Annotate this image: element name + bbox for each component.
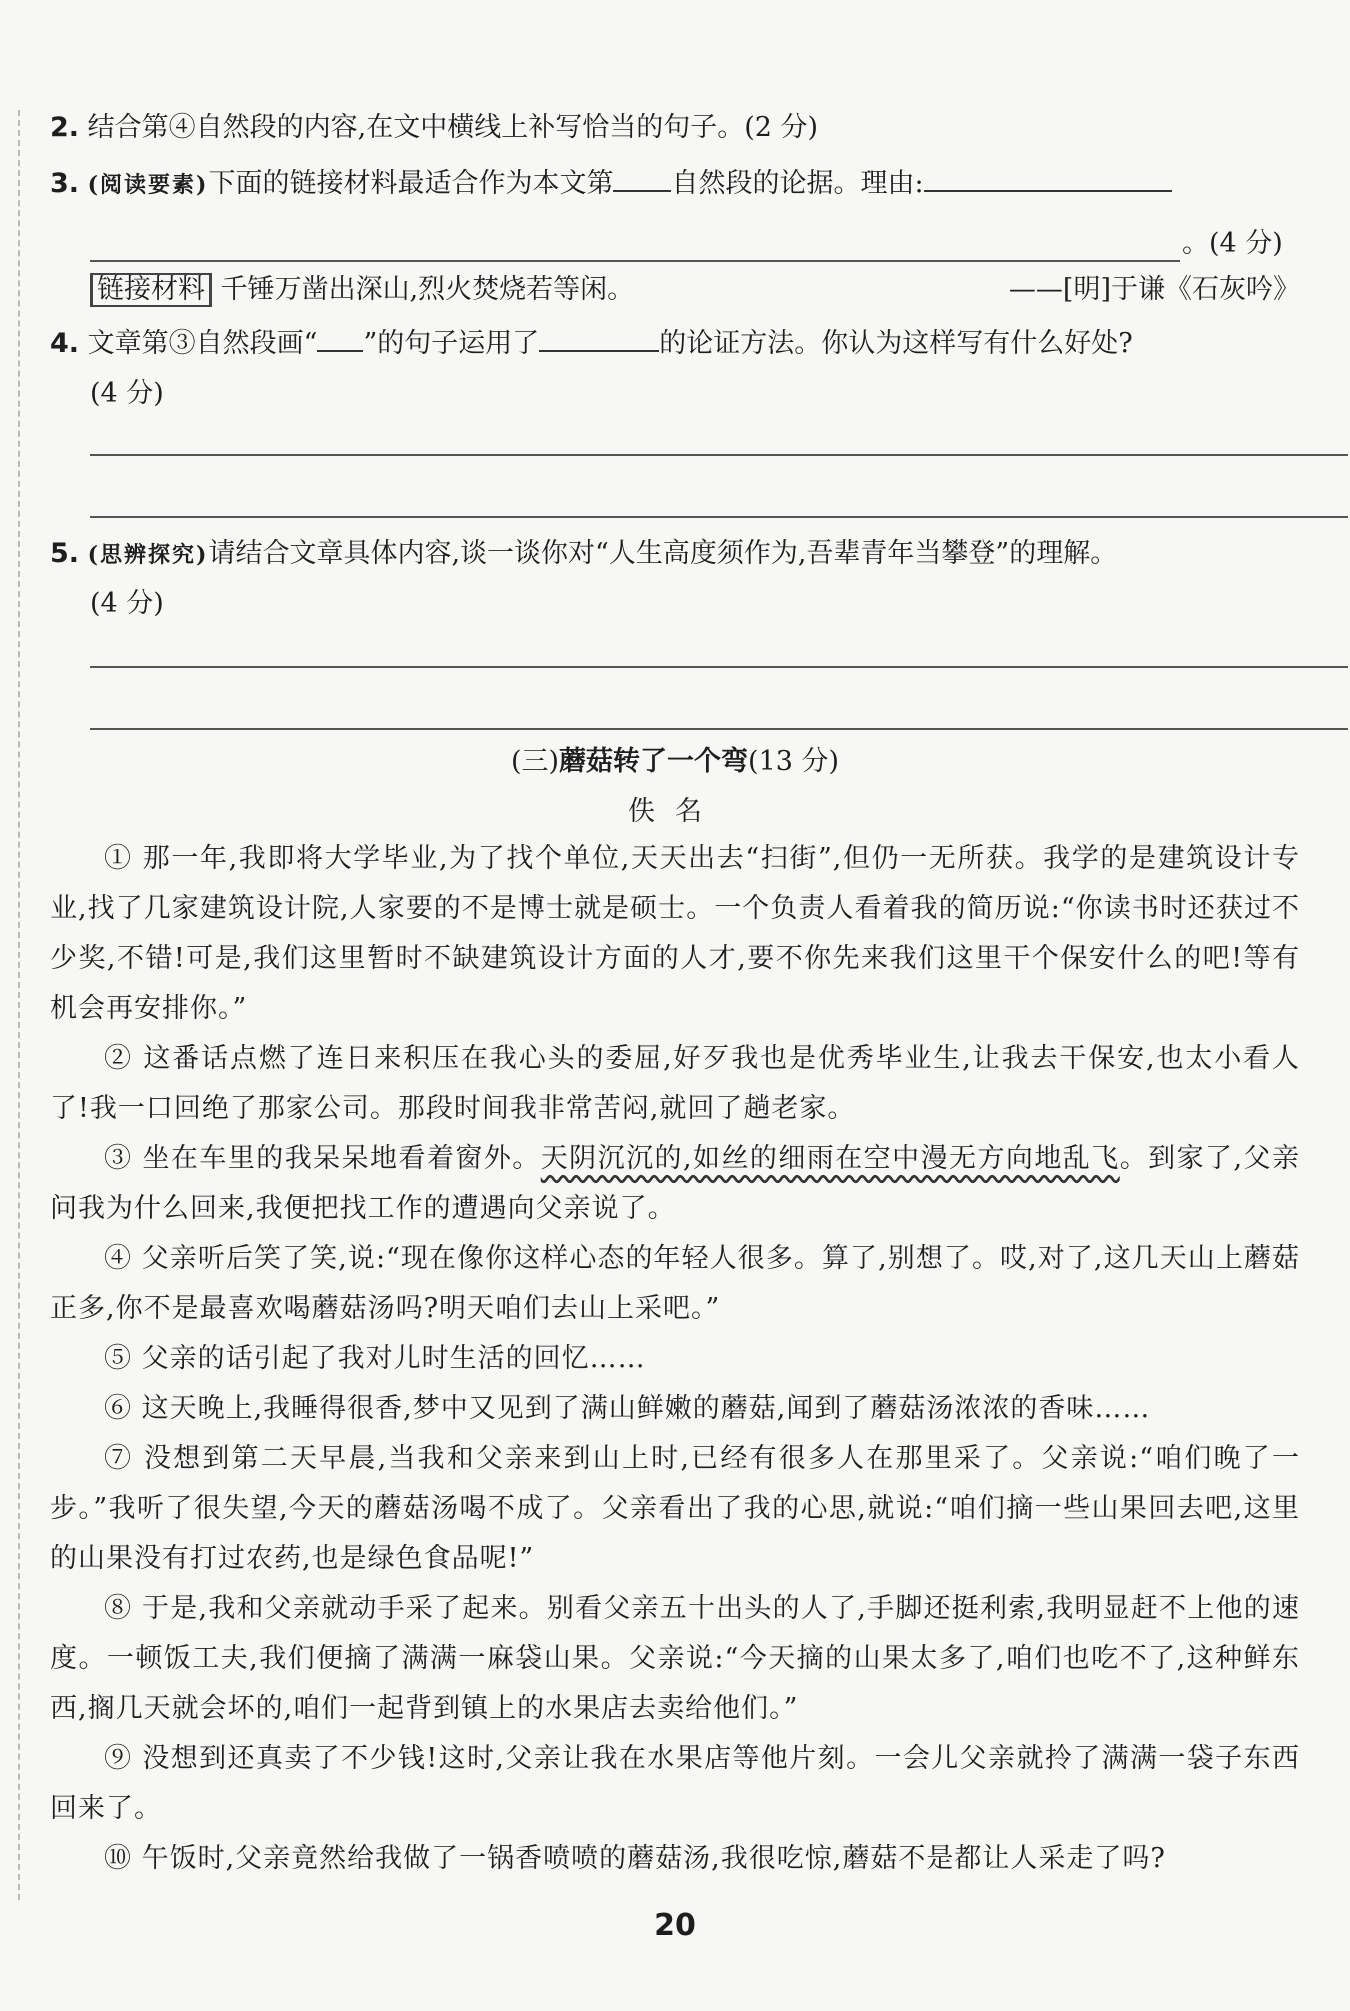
link-material-tag: 链接材料 <box>90 273 212 307</box>
wavy-underlined-sentence: 天阴沉沉的,如丝的细雨在空中漫无方向地乱飞 <box>540 1143 1120 1174</box>
answer-line[interactable] <box>90 666 1348 668</box>
question-text: ”的句子运用了 <box>363 328 540 359</box>
article-paragraph: ⑩ 午饭时,父亲竟然给我做了一锅香喷喷的蘑菇汤,我很吃惊,蘑菇不是都让人采走了吗? <box>104 1843 1166 1874</box>
page-number: 20 <box>654 1908 696 1943</box>
answer-blank[interactable] <box>924 164 1172 192</box>
question-number: 4. <box>50 328 80 359</box>
question-2 <box>50 108 818 148</box>
question-number: 5. <box>50 538 80 569</box>
question-score: (4 分) <box>90 588 164 619</box>
article-paragraph: ⑦ 没想到第二天早晨,当我和父亲来到山上时,已经有很多人在那里采了。父亲说:“咱们晚了一步。”我听了很失望,今天的蘑菇汤喝不成了。父亲看出了我的心思,就说:“咱们摘一些山果回去吧,这里的山果没有打过农药,也是绿色食品呢!” <box>50 1443 1300 1574</box>
question-text: 下面的链接材料最适合作为本文第 <box>208 168 614 199</box>
question-text: 结合第④自然段的内容,在文中横线上补写恰当的句子。(2 分) <box>87 112 819 143</box>
answer-line[interactable] <box>90 260 1180 262</box>
question-5 <box>50 534 1117 575</box>
question-tag: (阅读要素) <box>87 172 209 198</box>
question-tag: (思辨探究) <box>87 542 209 568</box>
link-material <box>90 270 634 310</box>
answer-line[interactable] <box>90 454 1348 456</box>
article-paragraph <box>50 1134 1300 1234</box>
answer-blank[interactable] <box>539 324 659 352</box>
binding-margin-line <box>18 110 20 1900</box>
article-paragraph: ④ 父亲听后笑了笑,说:“现在像你这样心态的年轻人很多。算了,别想了。哎,对了,这几天山上蘑菇正多,你不是最喜欢喝蘑菇汤吗?明天咱们去山上采吧。” <box>50 1243 1300 1324</box>
question-text: 的论证方法。你认为这样写有什么好处? <box>659 328 1133 359</box>
answer-line[interactable] <box>90 728 1348 730</box>
article-author: 佚名 <box>628 796 722 827</box>
article-paragraph: ① 那一年,我即将大学毕业,为了找个单位,天天出去“扫街”,但仍一无所获。我学的是建筑设计专业,找了几家建筑设计院,人家要的不是博士就是硕士。一个负责人看着我的简历说:“你读书时还获过不少奖,不错!可是,我们这里暂时不缺建筑设计方面的人才,要不你先来我们这里干个保安什么的吧!等有机会再安排你。” <box>50 843 1300 1024</box>
paragraph-text: ③ 坐在车里的我呆呆地看着窗外。 <box>104 1143 541 1174</box>
article-paragraph: ⑧ 于是,我和父亲就动手采了起来。别看父亲五十出头的人了,手脚还挺利索,我明显赶不上他的速度。一顿饭工夫,我们便摘了满满一麻袋山果。父亲说:“今天摘的山果太多了,咱们也吃不了,这种鲜东西,搁几天就会坏的,咱们一起背到镇上的水果店去卖给他们。” <box>50 1593 1300 1724</box>
question-text: 文章第③自然段画“ <box>87 328 318 359</box>
answer-blank[interactable] <box>317 324 363 352</box>
question-text: 请结合文章具体内容,谈一谈你对“人生高度须作为,吾辈青年当攀登”的理解。 <box>208 538 1118 569</box>
question-text: 自然段的论据。理由: <box>671 168 924 199</box>
question-4 <box>50 324 1133 364</box>
paragraph-text: 。到家了,父亲问我为什么回来,我便把找工作的遭遇向父亲说了。 <box>50 1143 1300 1224</box>
title-score: (13 分) <box>748 746 840 777</box>
link-material-source: ——[明]于谦《石灰吟》 <box>1008 274 1300 305</box>
link-material-text: 千锤万凿出深山,烈火焚烧若等闲。 <box>220 274 635 305</box>
title-text: 蘑菇转了一个弯 <box>559 746 749 777</box>
question-score: (4 分) <box>90 378 164 409</box>
article-paragraph: ⑨ 没想到还真卖了不少钱!这时,父亲让我在水果店等他片刻。一会儿父亲就拎了满满一袋子东西回来了。 <box>50 1743 1300 1824</box>
question-number: 3. <box>50 168 80 199</box>
article-paragraph: ⑥ 这天晚上,我睡得很香,梦中又见到了满山鲜嫩的蘑菇,闻到了蘑菇汤浓浓的香味…… <box>104 1393 1151 1424</box>
article-paragraph: ⑤ 父亲的话引起了我对儿时生活的回忆…… <box>104 1343 646 1374</box>
section-label: (三) <box>510 746 560 777</box>
answer-line[interactable] <box>90 516 1348 518</box>
answer-blank[interactable] <box>613 164 671 192</box>
question-3 <box>50 164 1172 205</box>
question-score: 。(4 分) <box>1182 228 1283 259</box>
article-paragraph: ② 这番话点燃了连日来积压在我心头的委屈,好歹我也是优秀毕业生,让我去干保安,也太小看人了!我一口回绝了那家公司。那段时间我非常苦闷,就回了趟老家。 <box>50 1043 1300 1124</box>
article-title <box>50 742 1300 782</box>
question-number: 2. <box>50 112 80 143</box>
